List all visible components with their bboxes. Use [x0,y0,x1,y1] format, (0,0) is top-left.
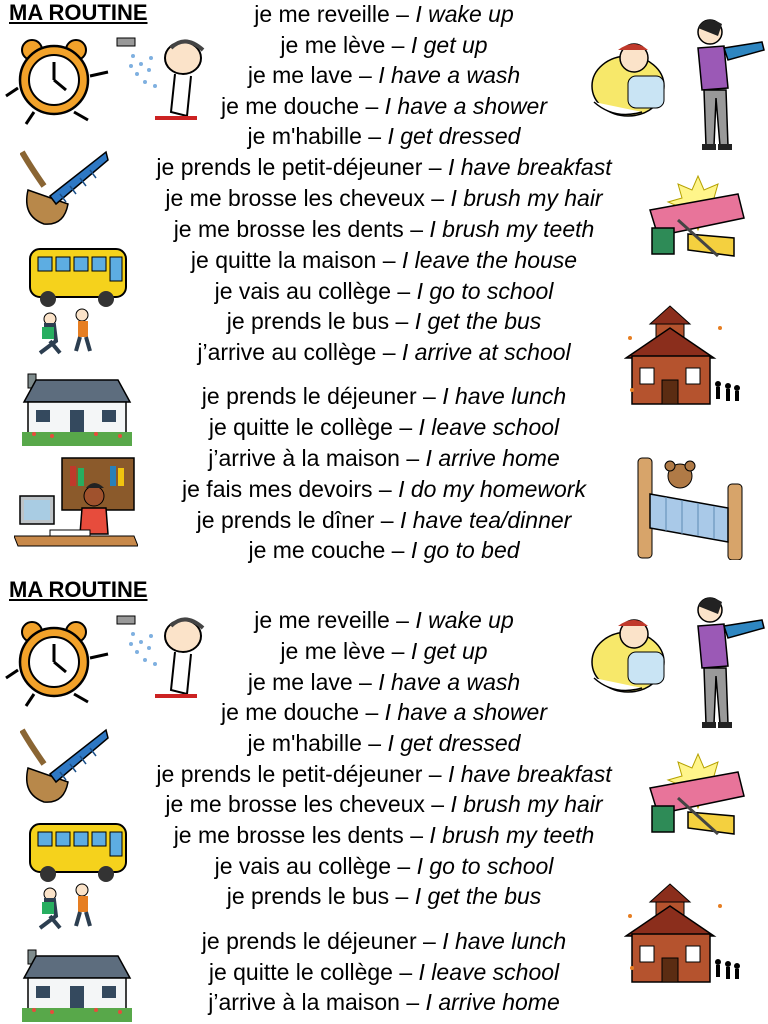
routine-line: je prends le dîner – I have tea/dinner [196,507,572,533]
routine-line: je me douche – I have a shower [220,699,548,725]
routine-heading: MA ROUTINE [9,0,148,25]
house-icon [22,372,132,446]
routine-line: je me lave – I have a wash [247,669,521,695]
washing-face-icon [588,36,672,122]
routine-line: je vais au collège – I go to school [214,853,554,879]
routine-line: je prends le déjeuner – I have lunch [201,383,567,409]
school-building-icon [624,298,742,410]
shower-icon [115,612,215,704]
hairbrush-icon [20,724,110,806]
bed-teddy-icon [636,448,748,560]
routine-line: j’arrive au collège – I arrive at school [197,339,571,365]
routine-line: je me lève – I get up [280,638,488,664]
routine-line: je prends le bus – I get the bus [226,308,542,334]
school-bus-icon [26,820,136,932]
routine-line: je me brosse les cheveux – I brush my hair [165,791,603,817]
getting-dressed-icon [688,592,768,734]
routine-line: je me couche – I go to bed [248,537,520,563]
routine-line: je prends le petit-déjeuner – I have breakfast [156,761,612,787]
routine-line: je me douche – I have a shower [220,93,548,119]
house-icon [22,948,132,1022]
toothpaste-icon [648,172,748,262]
routine-line: je me lave – I have a wash [247,62,521,88]
routine-line: je me brosse les dents – I brush my teeth [173,822,595,848]
routine-line: je prends le déjeuner – I have lunch [201,928,567,954]
toothpaste-icon [648,750,748,840]
homework-computer-icon [14,456,138,552]
routine-line: je me brosse les dents – I brush my teeth [173,216,595,242]
routine-line: je quitte le collège – I leave school [208,959,560,985]
alarm-clock-icon [4,618,112,708]
routine-line: je fais mes devoirs – I do my homework [182,476,586,502]
routine-line: je prends le bus – I get the bus [226,883,542,909]
hairbrush-icon [20,146,110,228]
routine-line: je prends le petit-déjeuner – I have breakfast [156,154,612,180]
routine-line: je me reveille – I wake up [254,607,514,633]
shower-icon [115,34,215,126]
routine-line: j’arrive à la maison – I arrive home [208,445,560,471]
routine-line: je me reveille – I wake up [254,1,514,27]
getting-dressed-icon [688,14,768,156]
school-bus-icon [26,245,136,357]
routine-line: j’arrive à la maison – I arrive home [208,989,560,1015]
school-building-icon [624,876,742,988]
alarm-clock-icon [4,36,112,126]
routine-line: je me lève – I get up [280,32,488,58]
routine-heading: MA ROUTINE [9,577,148,602]
routine-line: je quitte la maison – I leave the house [190,247,578,273]
routine-line: je m'habille – I get dressed [247,123,521,149]
routine-line: je m'habille – I get dressed [247,730,521,756]
routine-line: je vais au collège – I go to school [214,278,554,304]
routine-line: je quitte le collège – I leave school [208,414,560,440]
routine-line: je me brosse les cheveux – I brush my hair [165,185,603,211]
washing-face-icon [588,612,672,698]
